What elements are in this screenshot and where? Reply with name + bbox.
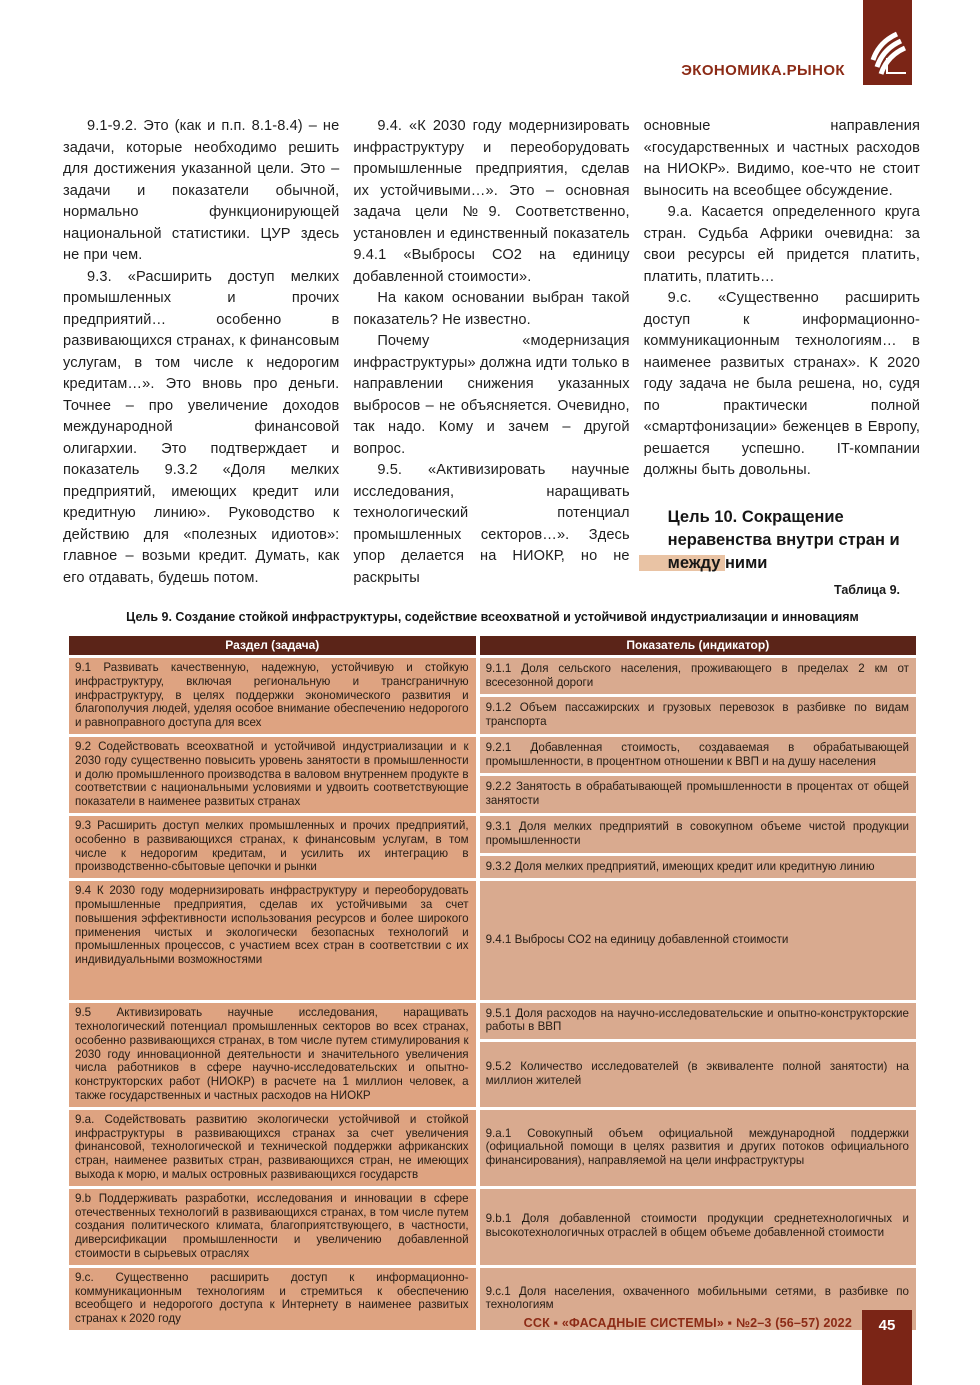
paragraph: 9.1-9.2. Это (как и п.п. 8.1-8.4) – не задачи, которые необходимо решить для достижения указанной цели. Это – задачи и показатели обычной, нормально функционирующей национальной статистики. ЦУР здесь не при чем. (63, 118, 340, 263)
goal10-heading-line: неравенства внутри стран и (667, 530, 900, 549)
column-header-task: Раздел (задача) (69, 636, 476, 655)
table-row (69, 816, 916, 853)
task-cell: 9.4 К 2030 году модернизировать инфраструктуру и переоборудовать промышленные предприятия, сделав их устойчивыми за счет повышения эффективности использования ресурсов и более широкого применения чистых и экологически безопасных технологий и промышленных процессов, с участием всех стран в соответствии с их индивидуальными возможностями (69, 881, 476, 1000)
task-cell: 9.2 Содействовать всеохватной и устойчивой индустриализации и к 2030 году существенно повысить уровень занятости в промышленности и долю промышленного производства в валовом внутреннем продукте в соответствии с национальными условиями и удвоить соответствующие показатели в наименее развитых странах (69, 737, 476, 813)
table-row (69, 1110, 916, 1186)
indicator-cell: 9.а.1 Совокупный объем официальной международной поддержки (официальной помощи в целях развития и других потоков официального финансирования), направляемой на цели инфраструктуры (480, 1110, 916, 1186)
paragraph: 9.3. «Расширить доступ мелких промышленных и прочих предприятий… особенно в развивающихся странах, к финансовым услугам, в том числе к недорогим кредитам…». Это вновь про деньги. Точнее – про увеличение доходов международной финансовой олигархии. Это подтверждает и показатель 9.3.2 «Доля мелких предприятий, имеющих кредит или кредитную линию». Руководство к действию для «полезных идиотов»: главное – возьми кредит. Думать, как его отдавать, будешь потом. (63, 268, 340, 586)
paragraph: 9.5. «Активизировать научные исследования, наращивать технологический потенциал промышленных секторов…». Здесь упор делается на НИОКР, но не раскрыты (353, 462, 630, 586)
goal10-heading (668, 506, 920, 575)
footer-imprint: ССК ▪ «ФАСАДНЫЕ СИСТЕМЫ» ▪ №2–3 (56–57) 2022 (523, 1316, 852, 1330)
task-cell: 9.а. Содействовать развитию экологически устойчивой и стойкой инфраструктуры в развивающихся странах за счет увеличения финансовой, технологической и технической поддержки африканских стран, наименее развитых стран, развивающихся стран, не имеющих выхода к морю, и малых островных развивающихся государств (69, 1110, 476, 1186)
page-number-block (862, 1310, 912, 1385)
indicator-cell: 9.5.2 Количество исследователей (в эквиваленте полной занятости) на миллион жителей (480, 1042, 916, 1107)
paragraph: основные направления «государственных и частных расходов на НИОКР». Видимо, кое-что не стоит выносить на всеобщее обсуждение. (643, 118, 920, 199)
table-row (69, 1003, 916, 1039)
magazine-logo (863, 0, 912, 85)
article-column-3 (644, 116, 920, 589)
indicator-cell: 9.3.1 Доля мелких предприятий в совокупном объеме чистой продукции промышленности (480, 816, 916, 853)
paragraph: На каком основании выбран такой показатель? Не известно. (353, 290, 630, 328)
indicator-cell: 9.2.2 Занятость в обрабатывающей промышленности в процентах от общей занятости (480, 776, 916, 813)
indicator-cell: 9.1.1 Доля сельского населения, проживающего в пределах 2 км от всесезонной дороги (480, 658, 916, 694)
indicator-cell: 9.b.1 Доля добавленной стоимости продукции среднетехнологичных и высокотехнологичных отраслей в общем объеме добавленной стоимости (480, 1189, 916, 1265)
table-header-row (69, 636, 916, 655)
article-column-1 (63, 116, 339, 589)
goal10-heading-line: Цель 10. Сокращение (667, 507, 844, 526)
paragraph: 9.а. Касается определенного круга стран. Судьба Африки очевидна: за свои ресурсы ей придется платить, платить, платить… (643, 204, 920, 285)
table-title: Цель 9. Создание стойкой инфраструктуры, содействие всеохватной и устойчивой индустриализации и инновациям (126, 610, 859, 624)
paragraph: 9.4. «К 2030 году модернизировать инфраструктуру и переоборудовать промышленные предприятия, сделав их устойчивыми…». Это – основная задача цели №9. Соответственно, установлен и единственный показатель 9.4.1 «Выбросы СО2 на единицу добавленной стоимости». (353, 118, 630, 285)
goal9-table-body (69, 658, 916, 1330)
table-row (69, 881, 916, 1000)
table-label: Таблица 9. (834, 583, 900, 597)
logo-leaves-icon (863, 0, 912, 85)
task-cell: 9.5 Активизировать научные исследования, наращивать технологический потенциал промышленных секторов во всех странах, особенно развивающихся странах, в том числе путем стимулирования к 2030 году инновационной деятельности и значительного увеличения числа работников в сфере научно-исследовательских и опытно-конструкторских работ (НИОКР) в расчете на 1 миллион человек, а также государственных и частных расходов на НИОКР (69, 1003, 476, 1107)
column-header-indicator: Показатель (индикатор) (480, 636, 916, 655)
page-number: 45 (878, 1317, 896, 1334)
goal9-table (65, 633, 920, 1333)
article-column-2 (353, 116, 629, 589)
table-row (69, 658, 916, 694)
table-row (69, 737, 916, 773)
task-cell: 9.1 Развивать качественную, надежную, устойчивую и стойкую инфраструктуру, включая региональную и трансграничную инфраструктуру, в целях поддержки экономического развития и благополучия людей, уделяя особое внимание обеспечению недорогого и равноправного доступа для всех (69, 658, 476, 734)
task-cell: 9.b Поддерживать разработки, исследования и инновации в сфере отечественных технологий в развивающихся странах, в том числе путем создания политического климата, благоприятствующего, в частности, диверсификации промышленности и увеличению добавленной стоимости в сырьевых отраслях (69, 1189, 476, 1265)
paragraph: 9.с. «Существенно расширить доступ к информационно-коммуникационным технологиям… в наименее развитых странах». К 2020 году задача не была решена, но, судя по практически полной «смартфонизации» беженцев в Европу, решается успешно. IT-компании должны быть довольны. (643, 290, 920, 478)
indicator-cell: 9.2.1 Добавленная стоимость, создаваемая в обрабатывающей промышленности, в процентном отношении к ВВП и на душу населения (480, 737, 916, 773)
indicator-cell: 9.5.1 Доля расходов на научно-исследовательские и опытно-конструкторские работы в ВВП (480, 1003, 916, 1039)
indicator-cell: 9.4.1 Выбросы СО2 на единицу добавленной стоимости (480, 881, 916, 1000)
paragraph: Почему «модернизация инфраструктуры» должна идти только в направлении снижения указанных выбросов – не объясняется. Очевидно, так надо. Кому и зачем – другой вопрос. (353, 333, 630, 457)
task-cell: 9.с. Существенно расширить доступ к информационно-коммуникационным технологиям и стремиться к обеспечению всеобщего и недорогого доступа к Интернету в наименее развитых странах к 2020 году (69, 1268, 476, 1330)
indicator-cell: 9.с.1 Доля населения, охваченного мобильными сетями, в разбивке по технологиям (480, 1268, 916, 1330)
indicator-cell: 9.3.2 Доля мелких предприятий, имеющих кредит или кредитную линию (480, 856, 916, 878)
section-kicker: ЭКОНОМИКА.РЫНОК (681, 62, 845, 79)
goal10-heading-line: между ними (667, 553, 768, 572)
task-cell: 9.3 Расширить доступ мелких промышленных и прочих предприятий, особенно в развивающихся странах, к финансовым услугам, в том числе к недорогим кредитам, и усилить их интеграцию в производственно-сбытовые цепочки и рынки (69, 816, 476, 878)
table-row (69, 1189, 916, 1265)
article-body (63, 116, 920, 589)
indicator-cell: 9.1.2 Объем пассажирских и грузовых перевозок в разбивке по видам транспорта (480, 697, 916, 734)
